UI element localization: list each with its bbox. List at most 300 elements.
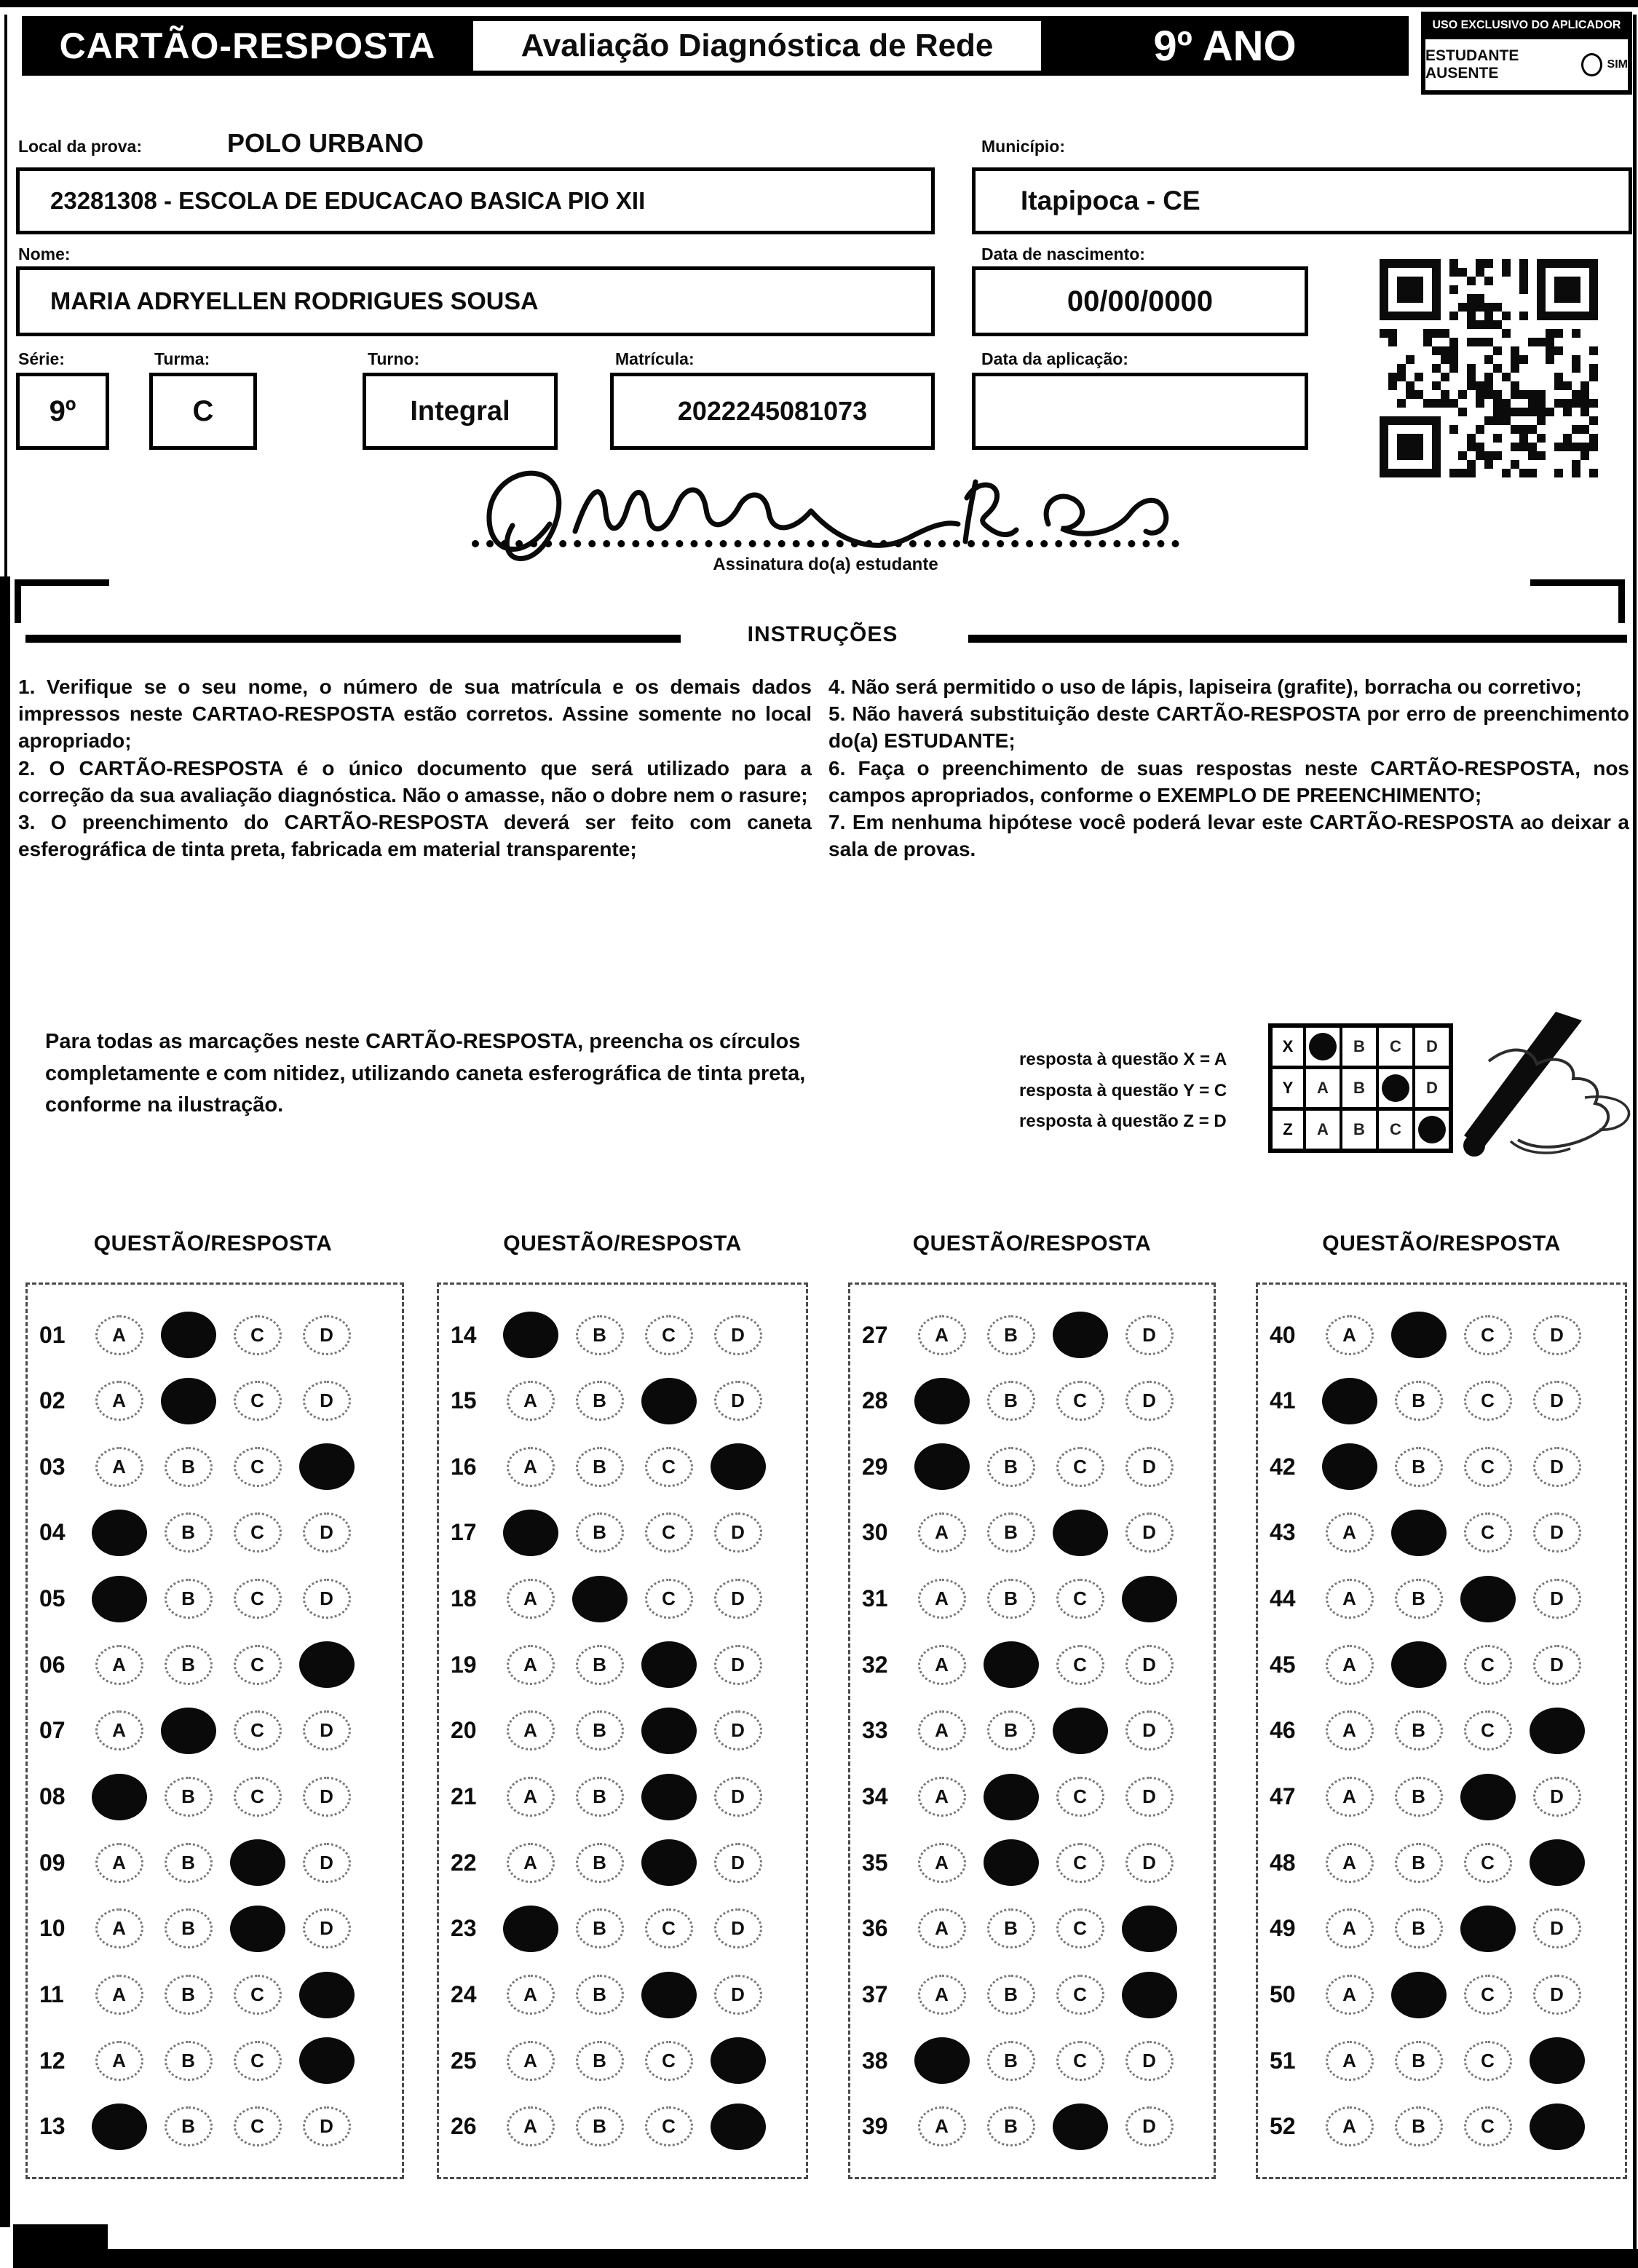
answer-bubble[interactable]: A [95, 1381, 143, 1421]
answer-bubble[interactable]: C [234, 1512, 282, 1553]
answer-cell [292, 1972, 361, 2018]
answer-bubble[interactable]: C [645, 1908, 693, 1948]
answer-bubble[interactable] [641, 1641, 697, 1688]
answer-bubble[interactable] [503, 1510, 558, 1556]
answer-cell [1453, 1447, 1522, 1487]
answer-bubble[interactable]: D [1533, 1512, 1581, 1553]
bracket-top-right-v [1618, 579, 1625, 623]
column-4-header: QUESTÃO/RESPOSTA [1322, 1232, 1561, 1256]
answer-bubble[interactable]: B [1395, 1579, 1443, 1619]
answer-bubble[interactable]: B [1395, 1447, 1443, 1487]
example-filled-bubble [1382, 1074, 1409, 1102]
answer-bubble[interactable]: D [1533, 1579, 1581, 1619]
answer-bubble[interactable]: D [303, 1843, 351, 1883]
question-number: 07 [39, 1717, 66, 1744]
turma-value: C [192, 394, 214, 427]
answer-bubble[interactable] [92, 1576, 147, 1622]
answer-bubble[interactable]: D [303, 1908, 351, 1948]
question-row [850, 2029, 1214, 2092]
answer-bubble[interactable]: C [645, 1579, 693, 1619]
answer-bubble[interactable]: A [1326, 1645, 1374, 1685]
answer-cell [976, 1710, 1045, 1750]
grade-badge: 9º ANO [1153, 22, 1297, 70]
answer-bubble[interactable]: A [1326, 1777, 1374, 1817]
answer-bubble[interactable]: A [1326, 1579, 1374, 1619]
answer-cell [907, 1777, 976, 1817]
question-row [850, 1370, 1214, 1432]
answer-bubble[interactable]: B [576, 1315, 624, 1355]
answer-bubble[interactable]: C [234, 1381, 282, 1421]
answer-bubble[interactable]: C [645, 2106, 693, 2146]
question-number: 20 [451, 1717, 477, 1744]
answer-bubble[interactable] [1122, 1576, 1177, 1622]
answer-bubble[interactable]: A [507, 1579, 555, 1619]
example-grid [1268, 1023, 1453, 1153]
question-number: 06 [39, 1651, 66, 1678]
answer-cell [1522, 1381, 1591, 1421]
answer-bubble[interactable]: A [507, 1645, 555, 1685]
answer-bubble[interactable]: A [918, 1975, 966, 2015]
answer-bubble[interactable]: B [165, 1975, 213, 2015]
question-number: 11 [39, 1981, 64, 2008]
answer-bubble[interactable]: C [1464, 1447, 1512, 1487]
instructions-rule-left [25, 635, 681, 643]
answer-bubble[interactable]: B [1395, 1777, 1443, 1817]
serie-field [16, 373, 109, 450]
answer-bubble[interactable] [1530, 1708, 1585, 1754]
answer-bubble[interactable]: C [1056, 2041, 1104, 2081]
answer-bubble[interactable]: A [918, 1645, 966, 1685]
question-number: 41 [1270, 1387, 1296, 1414]
answer-bubble[interactable]: D [1125, 1381, 1174, 1421]
answer-bubble[interactable]: B [165, 1512, 213, 1553]
answer-bubble[interactable]: C [1056, 1447, 1104, 1487]
answer-bubble[interactable]: C [645, 1315, 693, 1355]
answer-bubble[interactable]: A [95, 1908, 143, 1948]
answer-bubble[interactable]: D [1533, 1315, 1581, 1355]
answer-cell [223, 1975, 292, 2015]
answer-bubble[interactable] [92, 1774, 147, 1820]
answer-bubble[interactable]: A [95, 1315, 143, 1355]
answer-bubble[interactable] [1391, 1641, 1447, 1688]
question-number: 39 [862, 2113, 888, 2140]
answer-bubble[interactable]: D [1533, 1975, 1581, 2015]
answer-cell [634, 1708, 703, 1754]
answer-bubble[interactable]: D [303, 2106, 351, 2146]
answer-bubble[interactable]: B [576, 1512, 624, 1553]
answer-bubble[interactable]: D [1125, 1843, 1174, 1883]
answer-bubble[interactable] [711, 2037, 766, 2084]
answer-cell [1315, 1315, 1384, 1355]
answer-bubble[interactable] [1053, 1510, 1108, 1556]
answer-column-4 [1256, 1282, 1627, 2179]
answer-cell [1522, 2104, 1591, 2150]
answer-bubble[interactable]: D [1533, 1447, 1581, 1487]
answer-bubble[interactable]: B [1395, 1843, 1443, 1883]
instruction-item: 7. Em nenhuma hipótese você poderá levar este CARTÃO-RESPOSTA ao deixar a sala de provas. [828, 811, 1629, 861]
answer-cell [84, 2104, 154, 2150]
answer-bubble[interactable]: D [714, 1710, 762, 1750]
answer-bubble[interactable]: D [303, 1315, 351, 1355]
question-number: 19 [451, 1651, 477, 1678]
answer-bubble[interactable]: B [165, 1777, 213, 1817]
answer-bubble[interactable] [641, 1839, 697, 1886]
question-number: 08 [39, 1783, 66, 1810]
answer-bubble[interactable] [1391, 1972, 1447, 2018]
answer-bubble[interactable]: C [645, 1512, 693, 1553]
answer-bubble[interactable]: D [1533, 1381, 1581, 1421]
nome-label: Nome: [18, 245, 71, 263]
answer-bubble[interactable]: A [1326, 1975, 1374, 2015]
answer-bubble[interactable]: C [234, 2106, 282, 2146]
answer-bubble[interactable]: D [1533, 1908, 1581, 1948]
answer-bubble[interactable]: A [1326, 2106, 1374, 2146]
question-number: 25 [451, 2047, 477, 2074]
answer-cell [496, 2041, 565, 2081]
answer-cell [292, 2037, 361, 2084]
instruction-item: 1. Verifique se o seu nome, o número de sua matrícula e os demais dados impressos neste CARTAO-RESPOSTA estão corretos. Assine somente no local apropriado; [18, 675, 812, 753]
answer-bubble[interactable]: A [918, 1843, 966, 1883]
answer-bubble[interactable] [711, 1443, 766, 1490]
answer-cell [565, 1908, 634, 1948]
answer-bubble[interactable] [641, 1378, 697, 1424]
answer-bubble[interactable]: D [303, 1710, 351, 1750]
answer-bubble[interactable]: A [918, 1908, 966, 1948]
answer-bubble[interactable] [572, 1576, 628, 1622]
answer-bubble[interactable] [299, 2037, 355, 2084]
answer-bubble[interactable]: B [987, 1381, 1035, 1421]
answer-cell [1384, 1510, 1453, 1556]
answer-bubble[interactable]: D [1125, 2106, 1174, 2146]
answer-cell [565, 1315, 634, 1355]
answer-bubble[interactable]: C [234, 1645, 282, 1685]
answer-bubble[interactable]: B [576, 2106, 624, 2146]
answer-bubble[interactable]: C [1464, 1843, 1512, 1883]
municipio-value: Itapipoca - CE [1021, 186, 1200, 215]
answer-bubble[interactable]: B [987, 2106, 1035, 2146]
answer-bubble[interactable]: D [1125, 1512, 1174, 1553]
answer-bubble[interactable]: B [576, 1447, 624, 1487]
answer-cell [496, 1312, 565, 1358]
answer-bubble[interactable]: A [1326, 1315, 1374, 1355]
answer-cell [292, 1443, 361, 1490]
answer-bubble[interactable]: D [303, 1777, 351, 1817]
answer-cell [1045, 2104, 1115, 2150]
answer-cell [1115, 1381, 1184, 1421]
answer-bubble[interactable]: B [987, 1908, 1035, 1948]
question-number: 51 [1270, 2047, 1296, 2074]
answer-bubble[interactable]: A [918, 1315, 966, 1355]
answer-bubble[interactable]: C [1464, 1975, 1512, 2015]
answer-bubble[interactable]: D [714, 1381, 762, 1421]
answer-bubble[interactable]: C [234, 1975, 282, 2015]
answer-bubble[interactable]: D [1125, 2041, 1174, 2081]
question-number: 35 [862, 1849, 888, 1876]
answer-bubble[interactable]: B [987, 1579, 1035, 1619]
answer-bubble[interactable] [92, 2104, 147, 2150]
answer-bubble[interactable]: B [987, 1315, 1035, 1355]
answer-bubble[interactable]: A [95, 1843, 143, 1883]
answer-bubble[interactable]: A [1326, 1908, 1374, 1948]
answer-bubble[interactable]: B [165, 1843, 213, 1883]
answer-bubble[interactable]: D [714, 1975, 762, 2015]
answer-bubble[interactable]: C [234, 1315, 282, 1355]
answer-bubble[interactable]: B [1395, 2106, 1443, 2146]
answer-bubble[interactable]: A [507, 1381, 555, 1421]
answer-bubble[interactable]: C [234, 1777, 282, 1817]
answer-bubble[interactable]: A [507, 2106, 555, 2146]
answer-cell [565, 1381, 634, 1421]
answer-bubble[interactable]: A [95, 1710, 143, 1750]
answer-bubble[interactable] [92, 1510, 147, 1556]
answer-bubble[interactable]: C [1464, 1645, 1512, 1685]
answer-bubble[interactable]: D [1125, 1710, 1174, 1750]
answer-cell [154, 1975, 223, 2015]
answer-cell [1115, 2041, 1184, 2081]
answer-bubble[interactable] [1391, 1510, 1447, 1556]
answer-bubble[interactable]: D [1125, 1447, 1174, 1487]
question-number: 24 [451, 1981, 477, 2008]
answer-bubble[interactable] [1460, 1774, 1516, 1820]
answer-bubble[interactable] [1530, 2037, 1585, 2084]
answer-bubble[interactable] [503, 1906, 558, 1952]
answer-bubble[interactable]: C [1056, 1645, 1104, 1685]
student-absent-option: SIM [1607, 58, 1628, 71]
answer-bubble[interactable] [914, 2037, 970, 2084]
answer-bubble[interactable]: A [507, 1447, 555, 1487]
answer-bubble[interactable] [984, 1774, 1039, 1820]
example-row-label: Z [1273, 1111, 1303, 1149]
answer-cell [154, 1447, 223, 1487]
answer-bubble[interactable]: A [1326, 1843, 1374, 1883]
answer-bubble[interactable] [1530, 1839, 1585, 1886]
answer-bubble[interactable] [161, 1378, 216, 1424]
answer-cell [292, 1710, 361, 1750]
answer-bubble[interactable]: B [1395, 1381, 1443, 1421]
answer-cell [223, 1579, 292, 1619]
answer-bubble[interactable] [299, 1443, 355, 1490]
answer-bubble[interactable]: D [714, 1512, 762, 1553]
answer-cell [634, 1972, 703, 2018]
answer-cell [1384, 2041, 1453, 2081]
answer-bubble[interactable]: A [507, 1843, 555, 1883]
answer-bubble[interactable]: C [1056, 1908, 1104, 1948]
answer-bubble[interactable]: C [1056, 1975, 1104, 2015]
answer-bubble[interactable]: B [576, 1381, 624, 1421]
answer-bubble[interactable]: A [507, 1710, 555, 1750]
answer-bubble[interactable]: C [1464, 2041, 1512, 2081]
answer-bubble[interactable]: B [987, 1710, 1035, 1750]
answer-cell [154, 1777, 223, 1817]
answer-bubble[interactable]: C [1464, 1315, 1512, 1355]
student-absent-bubble[interactable] [1581, 53, 1602, 76]
answer-bubble[interactable] [1322, 1378, 1377, 1424]
answer-bubble[interactable]: B [1395, 2041, 1443, 2081]
answer-bubble[interactable] [1530, 2104, 1585, 2150]
answer-cell [496, 1645, 565, 1685]
answer-bubble[interactable]: B [987, 1447, 1035, 1487]
answer-bubble[interactable] [984, 1641, 1039, 1688]
answer-cell [907, 1579, 976, 1619]
answer-cell [84, 1710, 154, 1750]
answer-bubble[interactable]: D [714, 1777, 762, 1817]
answer-bubble[interactable]: C [234, 1710, 282, 1750]
answer-bubble[interactable]: A [95, 2041, 143, 2081]
answer-bubble[interactable] [161, 1312, 216, 1358]
answer-cell [907, 2106, 976, 2146]
question-row [439, 1964, 806, 2026]
answer-bubble[interactable]: D [303, 1579, 351, 1619]
answer-cell [1522, 2037, 1591, 2084]
answer-bubble[interactable] [1053, 1312, 1108, 1358]
answer-bubble[interactable]: B [1395, 1710, 1443, 1750]
answer-bubble[interactable]: B [576, 1710, 624, 1750]
answer-bubble[interactable] [299, 1972, 355, 2018]
answer-cell [703, 1645, 772, 1685]
answer-bubble[interactable]: A [1326, 1710, 1374, 1750]
answer-bubble[interactable]: A [507, 1777, 555, 1817]
answer-bubble[interactable]: A [918, 1710, 966, 1750]
answer-bubble[interactable] [1460, 1906, 1516, 1952]
question-row [439, 1633, 806, 1696]
answer-bubble[interactable]: C [645, 2041, 693, 2081]
answer-cell [703, 1315, 772, 1355]
answer-bubble[interactable]: A [95, 1447, 143, 1487]
answer-bubble[interactable]: B [165, 2106, 213, 2146]
answer-bubble[interactable]: A [507, 2041, 555, 2081]
answer-bubble[interactable] [914, 1378, 970, 1424]
answer-bubble[interactable]: D [303, 1381, 351, 1421]
answer-bubble[interactable]: B [576, 1843, 624, 1883]
answer-bubble[interactable]: C [234, 2041, 282, 2081]
answer-bubble[interactable]: B [987, 1512, 1035, 1553]
answer-bubble[interactable]: C [1056, 1843, 1104, 1883]
question-row [28, 2029, 402, 2092]
answer-bubble[interactable]: B [576, 1645, 624, 1685]
answer-bubble[interactable]: A [95, 1975, 143, 2015]
answer-bubble[interactable] [230, 1839, 285, 1886]
answer-bubble[interactable]: B [987, 2041, 1035, 2081]
answer-cell [223, 1645, 292, 1685]
answer-bubble[interactable] [711, 2104, 766, 2150]
turno-label: Turno: [368, 349, 420, 368]
answer-bubble[interactable]: A [918, 1579, 966, 1619]
answer-bubble[interactable]: C [234, 1579, 282, 1619]
answer-bubble[interactable]: D [714, 1843, 762, 1883]
answer-bubble[interactable]: C [1464, 2106, 1512, 2146]
answer-cell [634, 1447, 703, 1487]
answer-bubble[interactable]: B [165, 2041, 213, 2081]
answer-bubble[interactable] [503, 1312, 558, 1358]
example-option-cell: A [1306, 1069, 1340, 1107]
answer-cell [1453, 1512, 1522, 1553]
answer-cell [154, 1512, 223, 1553]
answer-bubble[interactable] [641, 1708, 697, 1754]
answer-cell [154, 1312, 223, 1358]
answer-bubble[interactable]: D [1125, 1315, 1174, 1355]
question-row [439, 1766, 806, 1828]
answer-bubble[interactable] [1122, 1906, 1177, 1952]
answer-bubble[interactable]: B [165, 1645, 213, 1685]
answer-cell [1453, 1710, 1522, 1750]
question-number: 40 [1270, 1321, 1296, 1348]
example-row-label: X [1273, 1028, 1303, 1066]
answer-bubble[interactable]: B [165, 1908, 213, 1948]
answer-bubble[interactable] [230, 1906, 285, 1952]
answer-bubble[interactable]: A [1326, 2041, 1374, 2081]
answer-bubble[interactable] [299, 1641, 355, 1688]
answer-bubble[interactable]: B [576, 1777, 624, 1817]
answer-bubble[interactable] [1460, 1576, 1516, 1622]
answer-bubble[interactable] [1322, 1443, 1377, 1490]
answer-bubble[interactable]: D [714, 1645, 762, 1685]
answer-bubble[interactable]: C [1056, 1381, 1104, 1421]
answer-bubble[interactable]: C [1464, 1710, 1512, 1750]
answer-cell [565, 2106, 634, 2146]
answer-bubble[interactable]: B [165, 1447, 213, 1487]
answer-bubble[interactable]: B [987, 1975, 1035, 2015]
answer-bubble[interactable]: D [714, 1579, 762, 1619]
question-number: 15 [451, 1387, 477, 1414]
answer-bubble[interactable] [984, 1839, 1039, 1886]
answer-bubble[interactable] [1391, 1312, 1447, 1358]
answer-bubble[interactable] [1053, 2104, 1108, 2150]
answer-bubble[interactable]: C [645, 1447, 693, 1487]
answer-bubble[interactable]: C [234, 1447, 282, 1487]
answer-bubble[interactable]: D [714, 1315, 762, 1355]
answer-bubble[interactable]: D [303, 1512, 351, 1553]
answer-bubble[interactable]: D [714, 1908, 762, 1948]
answer-bubble[interactable]: D [1533, 1777, 1581, 1817]
turno-value: Integral [410, 395, 510, 427]
answer-cell [223, 1381, 292, 1421]
answer-bubble[interactable]: C [1464, 1381, 1512, 1421]
answer-bubble[interactable]: B [1395, 1908, 1443, 1948]
answer-bubble[interactable]: B [165, 1579, 213, 1619]
nome-value: MARIA ADRYELLEN RODRIGUES SOUSA [50, 287, 539, 315]
answer-bubble[interactable] [914, 1443, 970, 1490]
answer-bubble[interactable]: A [918, 1512, 966, 1553]
bottom-left-step [13, 2224, 108, 2251]
answer-bubble[interactable]: A [918, 1777, 966, 1817]
answer-bubble[interactable]: C [1056, 1777, 1104, 1817]
answer-bubble[interactable] [641, 1774, 697, 1820]
municipio-label: Município: [981, 137, 1065, 156]
answer-bubble[interactable]: B [576, 1908, 624, 1948]
answer-bubble[interactable]: A [918, 2106, 966, 2146]
answer-column-1 [25, 1282, 404, 2179]
answer-bubble[interactable] [641, 1972, 697, 2018]
answer-bubble[interactable]: A [507, 1975, 555, 2015]
answer-bubble[interactable] [161, 1708, 216, 1754]
answer-bubble[interactable]: A [95, 1645, 143, 1685]
answer-cell [292, 1777, 361, 1817]
municipio-field [972, 167, 1632, 234]
example-option-cell [1379, 1069, 1412, 1107]
answer-bubble[interactable]: C [1464, 1512, 1512, 1553]
answer-bubble[interactable]: B [576, 2041, 624, 2081]
answer-bubble[interactable]: D [1533, 1645, 1581, 1685]
answer-bubble[interactable]: B [576, 1975, 624, 2015]
answer-bubble[interactable]: A [1326, 1512, 1374, 1553]
answer-bubble[interactable] [1053, 1708, 1108, 1754]
answer-bubble[interactable]: C [1056, 1579, 1104, 1619]
answer-bubble[interactable] [1122, 1972, 1177, 2018]
answer-bubble[interactable]: D [1125, 1645, 1174, 1685]
answer-cell [1115, 1710, 1184, 1750]
answer-bubble[interactable]: D [1125, 1777, 1174, 1817]
answer-cell [1522, 1908, 1591, 1948]
